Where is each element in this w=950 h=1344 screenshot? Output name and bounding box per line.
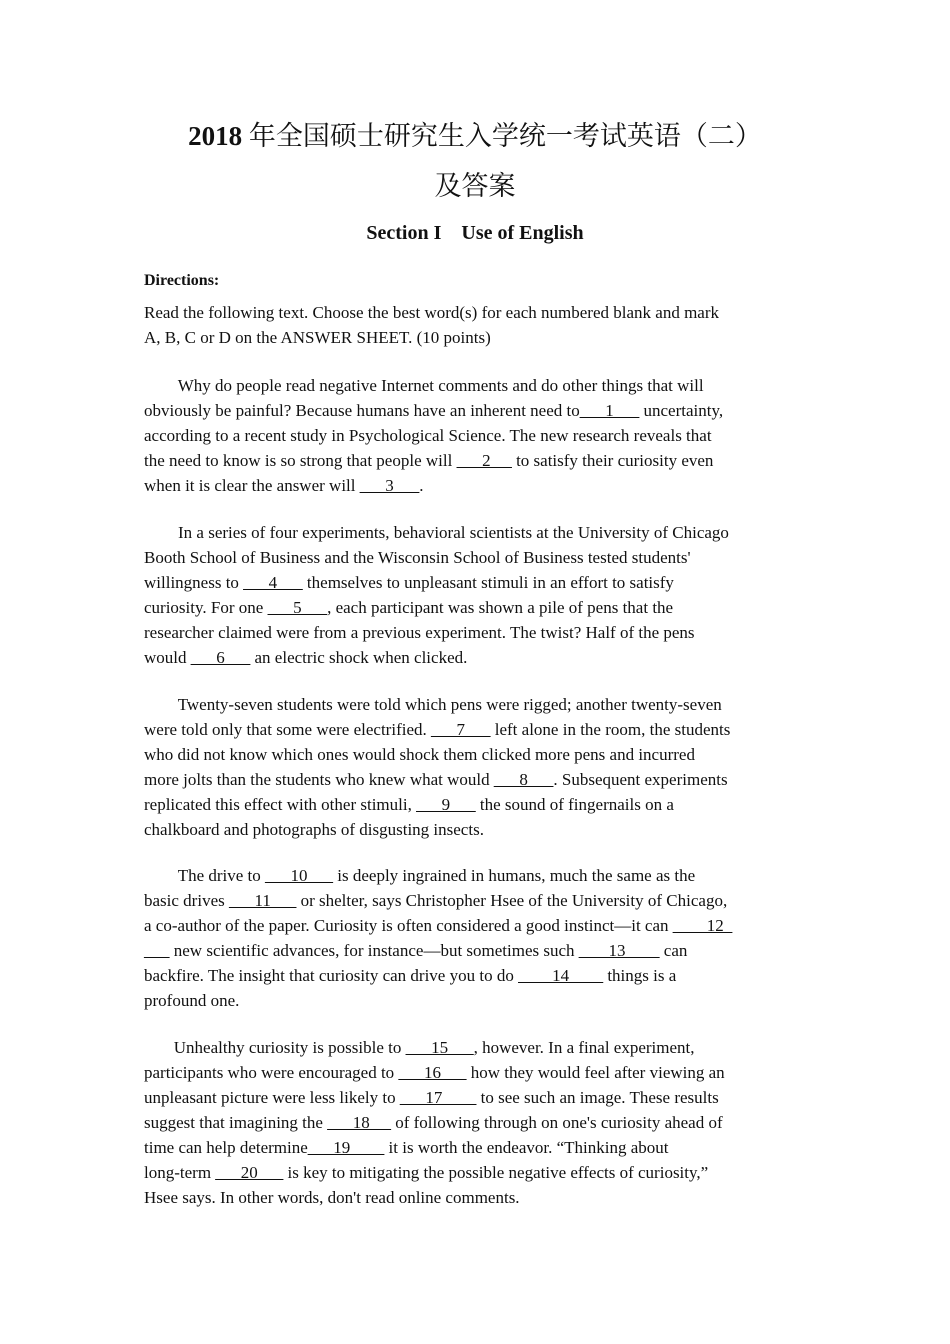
passage-text: Why do people read negative Internet comments and do other things that will [144,376,704,395]
passage-line [144,1160,814,1185]
passage-text: time can help determine [144,1138,308,1157]
passage-text: researcher claimed were from a previous experiment. The twist? Half of the pens [144,623,695,642]
section-label: Section I [366,222,442,244]
passage-line [144,1135,814,1160]
answer-blank: ___18_ _ [327,1113,391,1132]
passage-text: . Subsequent experiments [553,770,728,789]
passage-text: or shelter, says Christopher Hsee of the University of Chicago, [296,891,728,910]
passage-text: Twenty-seven students were told which pens were rigged; another twenty-seven [144,695,722,714]
passage-text: chalkboard and photographs of disgusting insects. [144,820,484,839]
passage-text: according to a recent study in Psychological Science. The new research reveals that [144,426,712,445]
passage-text: is key to mitigating the possible negative effects of curiosity,” [283,1163,709,1182]
passage-text: long-term [144,1163,216,1182]
passage-line [144,520,814,545]
answer-blank: ___9___ [416,795,476,814]
passage-text: themselves to unpleasant stimuli in an effort to satisfy [302,573,674,592]
passage-text: The drive to [144,866,266,885]
answer-blank: __ 13____ [578,941,660,960]
directions-heading: Directions: [144,272,220,289]
page-title-line2: 及答案 [434,171,516,201]
passage-text: would [144,648,191,667]
answer-blank: ___17____ [399,1088,477,1107]
passage-text: replicated this effect with other stimuli, [144,795,417,814]
passage-text: how they would feel after viewing an [466,1063,725,1082]
passage-line [144,988,814,1013]
passage-line [144,1185,814,1210]
answer-blank: ___11___ [228,891,297,910]
answer-blank: ___15___ [405,1038,474,1057]
passage-text: to satisfy their curiosity even [511,451,714,470]
passage-line [144,963,814,988]
passage-paragraph-4 [144,863,814,1013]
passage-text: Booth School of Business and the Wisconsin School of Business tested students' [144,548,691,567]
title-text: 年全国硕士研究生入学统一考试英语（二） [242,121,762,151]
passage-line [144,570,814,595]
passage-text: In a series of four experiments, behavioral scientists at the University of Chicago [144,523,729,542]
passage-line [144,1110,814,1135]
passage-text: . [419,476,424,495]
page-title [0,114,950,153]
passage-text: a co-author of the paper. Curiosity is often considered a good instinct—it can [144,916,673,935]
passage-line [144,1060,814,1085]
answer-blank: ___20___ [215,1163,284,1182]
answer-blank: ___6___ [190,648,251,667]
passage-paragraph-2 [144,520,814,670]
section-heading [0,222,950,245]
passage-text: the sound of fingernails on a [475,795,674,814]
directions-text [144,300,814,350]
passage-line [144,473,814,498]
answer-blank: ___1___ [579,401,640,420]
passage-text: obviously be painful? Because humans have an inherent need to [144,401,580,420]
passage-line [144,913,814,938]
passage-line [144,767,814,792]
answer-blank: ___8___ [493,770,554,789]
passage-text: can [659,941,688,960]
answer-blank: ____12_ [672,916,733,935]
answer-blank: ____14____ [518,966,604,985]
passage-text: things is a [603,966,677,985]
passage-line [144,742,814,767]
passage-paragraph-3 [144,692,814,842]
passage-text: more jolts than the students who knew what would [144,770,494,789]
passage-line [144,1035,814,1060]
directions-line: Read the following text. Choose the best word(s) for each numbered blank and mark [144,303,720,322]
passage-line [144,448,814,473]
passage-line [144,373,814,398]
passage-line [144,692,814,717]
passage-text: , each participant was shown a pile of pens that the [327,598,674,617]
passage-line [144,620,814,645]
passage-text: backfire. The insight that curiosity can drive you to do [144,966,519,985]
passage-text: to see such an image. These results [476,1088,719,1107]
passage-line [144,398,814,423]
section-name: Use of English [461,222,584,244]
passage-text: new scientific advances, for instance—but sometimes such [169,941,579,960]
passage-line [144,1085,814,1110]
passage-text: is deeply ingrained in humans, much the same as the [333,866,696,885]
passage-text: profound one. [144,991,240,1010]
passage-text: participants who were encouraged to [144,1063,399,1082]
passage-text: were told only that some were electrified. [144,720,431,739]
answer-blank: ___3___ [359,476,420,495]
passage-text: Hsee says. In other words, don't read online comments. [144,1188,520,1207]
passage-text: , however. In a final experiment, [473,1038,695,1057]
answer-blank: ___2_ _ [456,451,512,470]
answer-blank: ___5___ [267,598,328,617]
passage-text: of following through on one's curiosity ahead of [390,1113,723,1132]
answer-blank: ___19____ [307,1138,385,1157]
passage-paragraph-1 [144,373,814,498]
passage-line [144,595,814,620]
passage-text: willingness to [144,573,244,592]
passage-line [144,792,814,817]
passage-line [144,888,814,913]
passage-line [144,717,814,742]
answer-blank: ___ [144,941,170,960]
passage-text: basic drives [144,891,229,910]
passage-line [144,423,814,448]
passage-line [144,545,814,570]
passage-text: curiosity. For one [144,598,268,617]
passage-text: when it is clear the answer will [144,476,360,495]
answer-blank: ___10___ [265,866,334,885]
passage-text: an electric shock when clicked. [250,648,468,667]
passage-text: unpleasant picture were less likely to [144,1088,400,1107]
passage-text: who did not know which ones would shock them clicked more pens and incurred [144,745,695,764]
directions-line: A, B, C or D on the ANSWER SHEET. (10 points) [144,328,491,347]
passage-text: Unhealthy curiosity is possible to [144,1038,406,1057]
passage-line [144,817,814,842]
passage-text: suggest that imagining the [144,1113,328,1132]
passage-text: the need to know is so strong that people will [144,451,457,470]
passage-text: it is worth the endeavor. “Thinking about [384,1138,669,1157]
answer-blank: ___4___ [243,573,303,592]
answer-blank: ___7___ [431,720,491,739]
passage-line [144,938,814,963]
passage-text: left alone in the room, the students [490,720,731,739]
title-year: 2018 [188,121,243,151]
answer-blank: ___16___ [398,1063,467,1082]
passage-text: uncertainty, [639,401,724,420]
passage-paragraph-5 [144,1035,814,1210]
passage-line [144,645,814,670]
passage-line [144,863,814,888]
